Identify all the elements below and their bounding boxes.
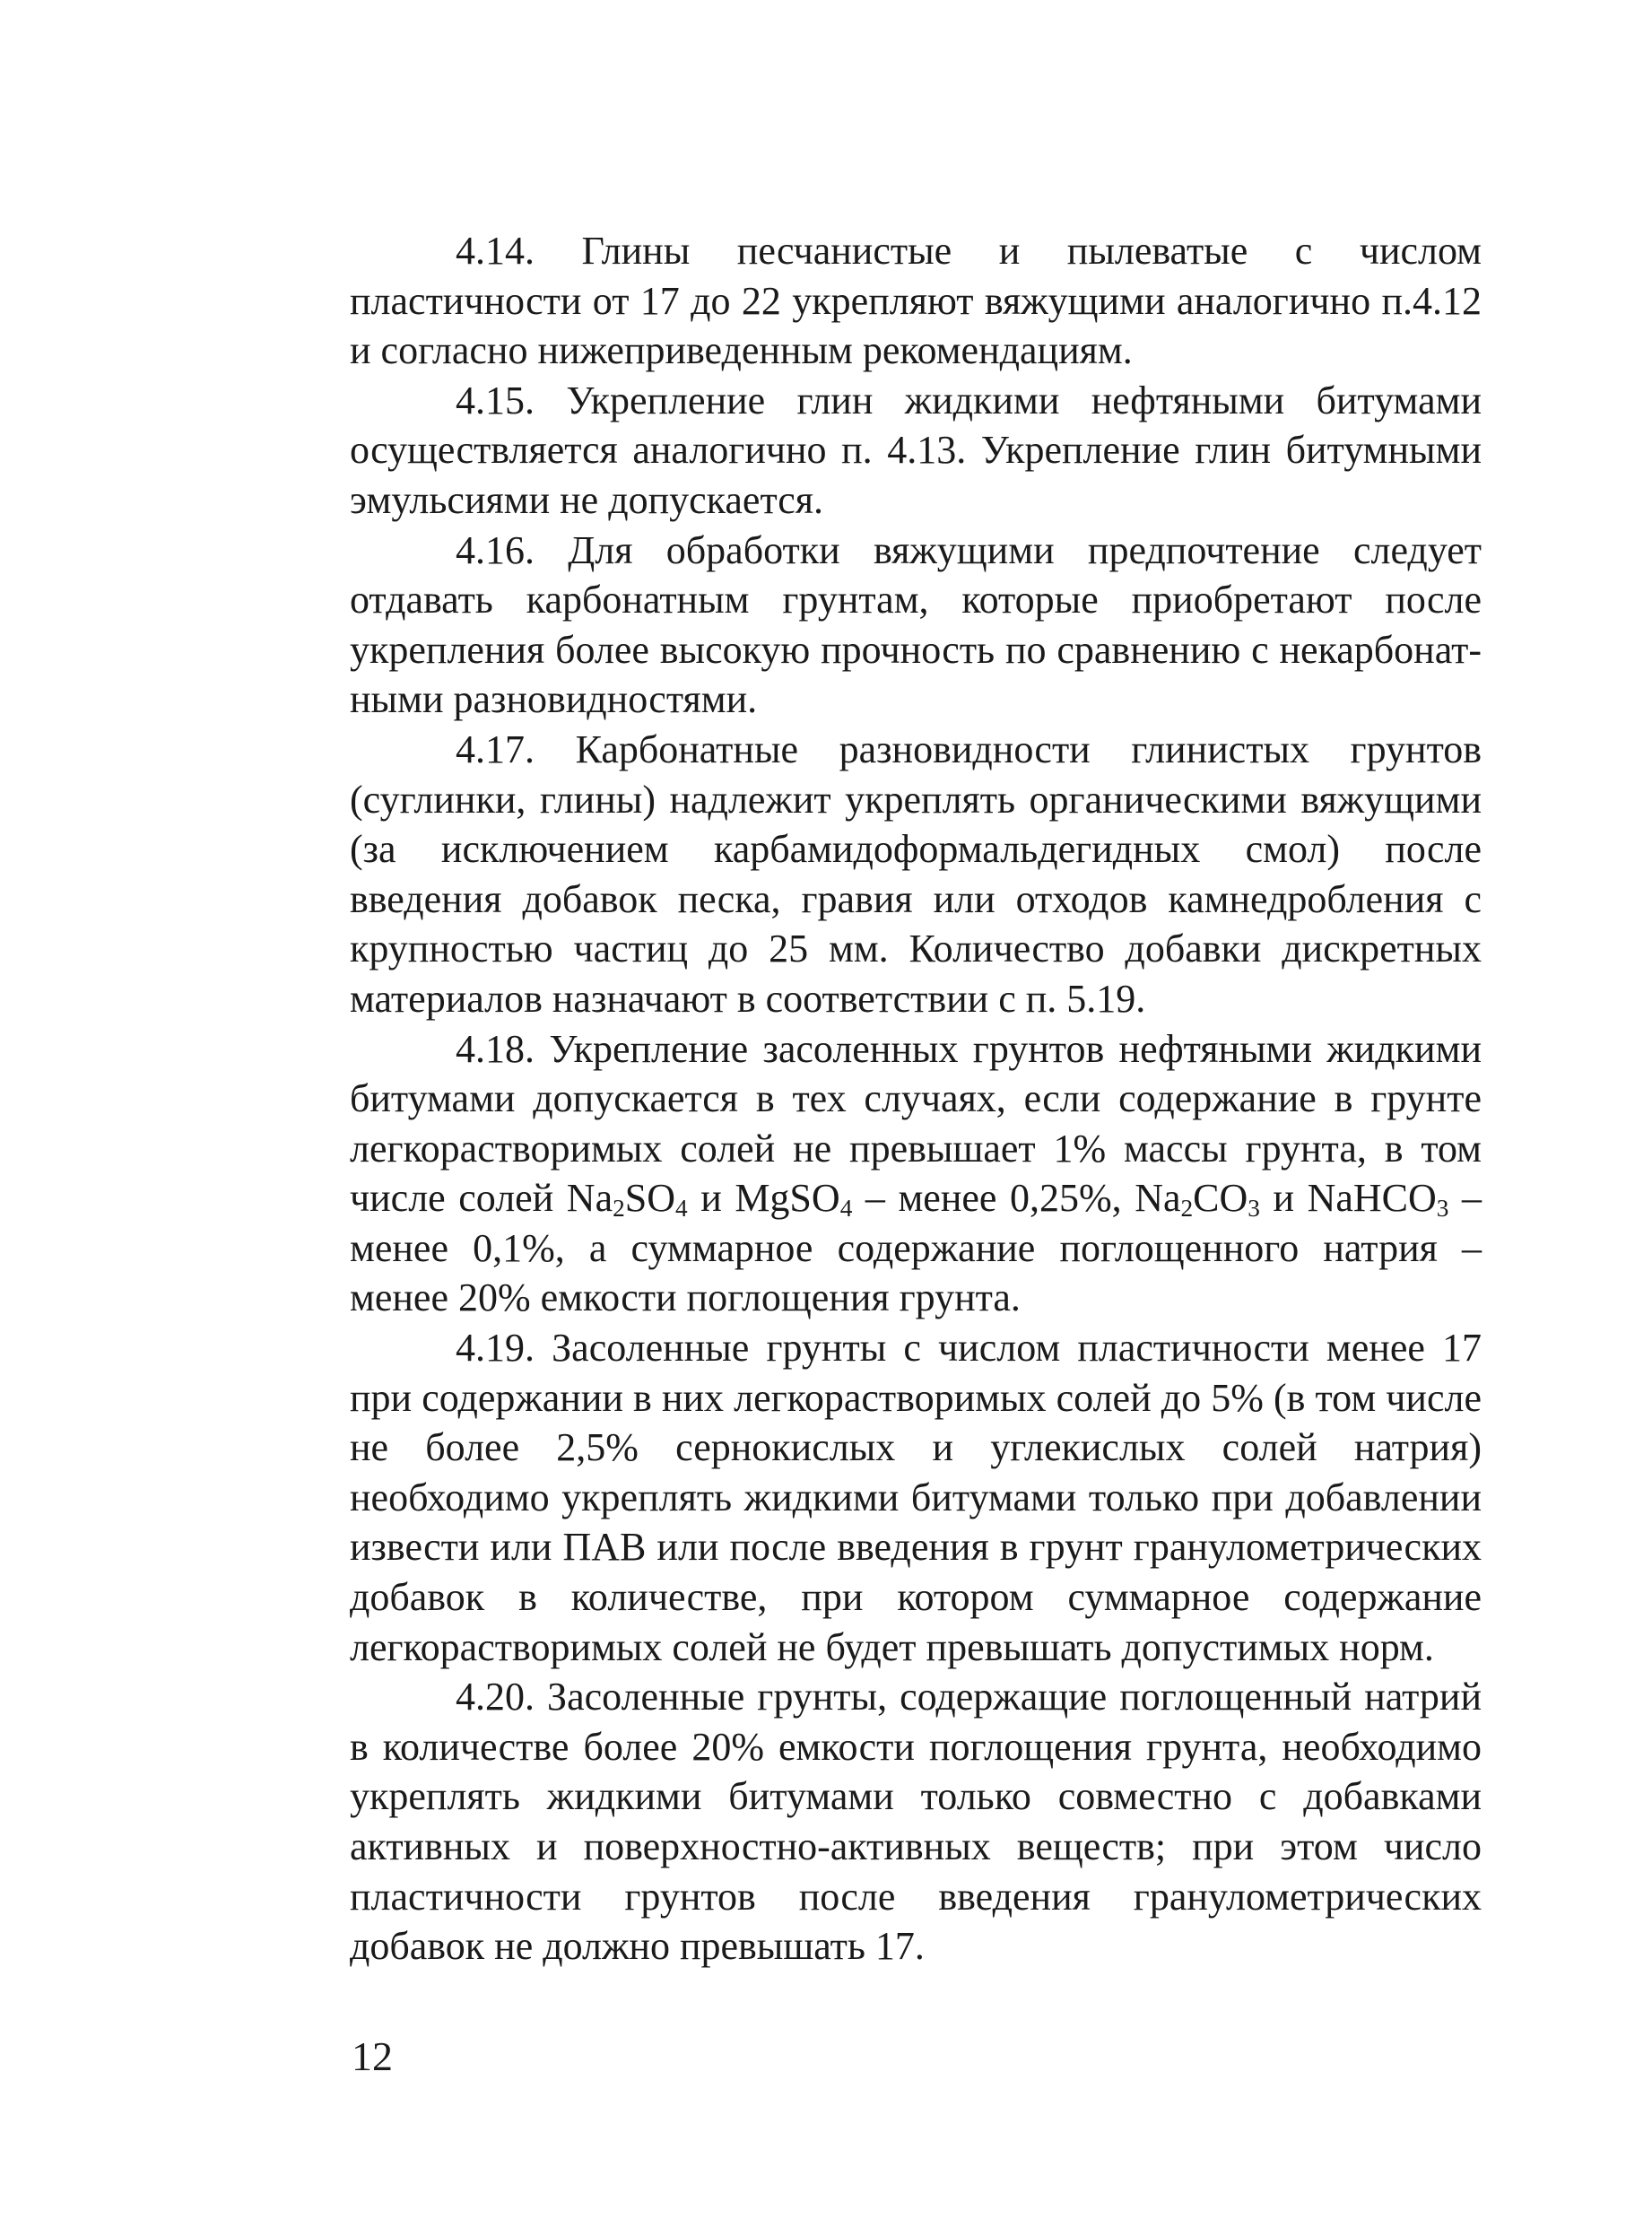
paragraph-number: 4.15. xyxy=(456,378,535,422)
paragraph-4-15 xyxy=(350,376,1482,526)
chem-na2co3: $Na_2CO_3$ xyxy=(1135,1176,1260,1223)
paragraph-text-after: – менее 0,1%, а суммарное содержание поглощенного натрия – менее 20% емкости поглощения грунта. xyxy=(350,1176,1482,1320)
chem-nahco3: NaHCO$_3$ xyxy=(1307,1176,1449,1223)
chem-na2so4: $Na_2SO_4$ xyxy=(566,1176,688,1223)
page-number: 12 xyxy=(352,2033,393,2079)
paragraph-number: 4.20. xyxy=(456,1675,535,1719)
chem-mgso4: MgSO$_4$ xyxy=(735,1176,853,1223)
paragraph-text: Глины песчанистые и пылеватые с числом пластичности от 17 до 22 укрепляют вяжущими аналогично п.4.12 и согласно нижеприведенным рекомендациям. xyxy=(350,229,1482,373)
paragraph-4-16 xyxy=(350,526,1482,725)
paragraph-4-18: 4.18. Укрепление засоленных грунтов нефтяными жидкими битумами допускается в тех случаях, если содержание в грунте легкорастворимых солей не превышает 1% массы грунта, в том числе солей $Na_2SO_4$ и MgSO$_4$ – менее 0,25%, $Na_2CO_3$ и NaHCO$_3$ – менее 0,1%, а суммарное содержание поглощенного натрия – менее 20% емкости поглощения грунта. xyxy=(350,1026,1482,1320)
paragraph-4-19 xyxy=(350,1323,1482,1672)
paragraph-text: Для обработки вяжущими предпочтение следует отдавать карбонатным грунтам, которые приобретают после укрепления более высокую прочность по сравнению с некарбонатными разновидностями. xyxy=(350,527,1482,722)
paragraph-number: 4.19. xyxy=(456,1326,535,1371)
paragraph-number: 4.16. xyxy=(456,527,535,572)
paragraph-4-17 xyxy=(350,725,1482,1024)
paragraph-4-20 xyxy=(350,1672,1482,1972)
paragraph-number: 4.17. xyxy=(456,727,535,771)
paragraph-text: Карбонатные разновидности глинистых грунтов (суглинки, глины) надлежит укреплять органическими вяжущими (за исключением карбамидоформальдегидных смол) после введения добавок песка, гравия или отходов камнедробления с крупностью частиц до 25 мм. Количество добавки дискретных материалов назначают в соответствии с п. 5.19. xyxy=(350,727,1482,1021)
paragraph-text-before: Укрепление засоленных грунтов нефтяными жидкими битумами допускается в тех случаях, если содержание в грунте легкорастворимых солей не превышает 1% массы грунта, в том числе солей xyxy=(350,1026,1482,1221)
paragraph-number: 4.18. xyxy=(456,1026,535,1071)
paragraph-number: 4.14. xyxy=(456,229,535,273)
paragraph-text: Засоленные грунты с числом пластичности менее 17 при содержании в них легкорастворимых солей до 5% (в том числе не более 2,5% сернокислых и углекислых солей натрия) необходимо укреплять жидкими битумами только при добавлении извести или ПАВ или после введения в грунт гранулометрических добавок в количестве, при котором суммарное содержание легкорастворимых солей не будет превышать допустимых норм. xyxy=(350,1326,1482,1669)
document-body xyxy=(350,226,1482,1972)
paragraph-4-14 xyxy=(350,226,1482,376)
paragraph-text: Засоленные грунты, содержащие поглощенный натрий в количестве более 20% емкости поглощения грунта, необходимо укреплять жидкими битумами только совместно с добавками активных и поверхностно-активных веществ; при этом число пластичности грунтов после введения гранулометрических добавок не должно превышать 17. xyxy=(350,1675,1482,1969)
paragraph-text: Укрепление глин жидкими нефтяными битумами осуществляется аналогично п. 4.13. Укрепление глин битумными эмульсиями не допускается. xyxy=(350,378,1482,522)
